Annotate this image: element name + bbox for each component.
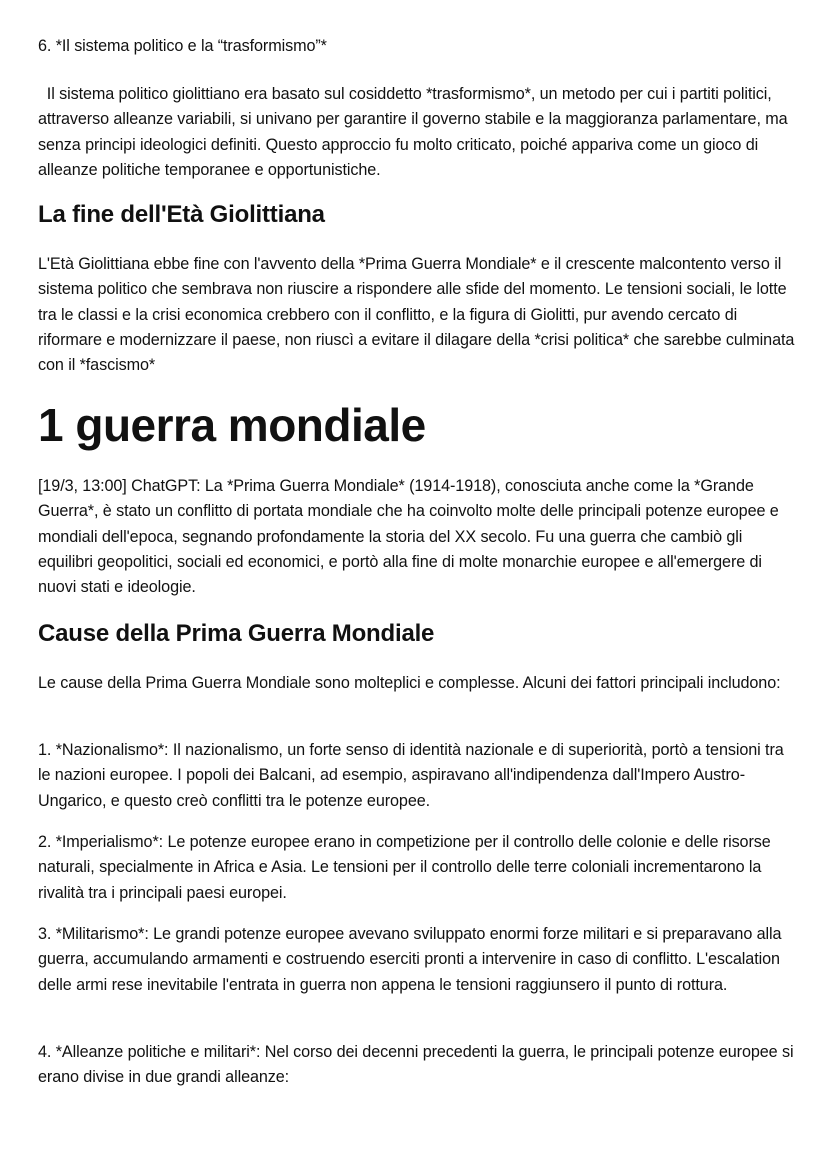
- paragraph-cause-intro: Le cause della Prima Guerra Mondiale sono molteplici e complesse. Alcuni dei fattori principali includono:: [38, 674, 781, 692]
- paragraph-intro-guerra: [19/3, 13:00] ChatGPT: La *Prima Guerra Mondiale* (1914-1918), conosciuta anche come la *Grande Guerra*, è stato un conflitto di portata mondiale che ha coinvolto molte delle principali potenze europee e mondiali dell'epoca, segnando profondamente la storia del XX secolo. Fu una guerra che cambiò gli equilibri geopolitici, sociali ed economici, e portò alla fine di molte monarchie europee e all'emergere di nuovi stati e ideologie.: [38, 477, 779, 597]
- list-item-heading-trasformismo: 6. *Il sistema politico e la “trasformismo”*: [38, 37, 327, 55]
- paragraph-trasformismo: Il sistema politico giolittiano era basato sul cosiddetto *trasformismo*, un metodo per cui i partiti politici, attraverso alleanze variabili, si univano per garantire il governo stabile e la maggioranza parlamentare, ma senza principi ideologici definiti. Questo approccio fu molto criticato, poiché appariva come un gioco di alleanze politiche temporanee e opportunistiche.: [38, 85, 792, 179]
- list-item-nazionalismo: 1. *Nazionalismo*: Il nazionalismo, un forte senso di identità nazionale e di superiorità, portò a tensioni tra le nazioni europee. I popoli dei Balcani, ad esempio, aspiravano all'indipendenza dall'Impero Austro-Ungarico, e questo creò conflitti tra le potenze europee.: [38, 741, 784, 810]
- section-heading-cause: Cause della Prima Guerra Mondiale: [38, 620, 435, 647]
- section-heading-fine-eta-giolittiana: La fine dell'Età Giolittiana: [38, 201, 325, 228]
- list-item-militarismo: 3. *Militarismo*: Le grandi potenze europee avevano sviluppato enormi forze militari e si preparavano alla guerra, accumulando armamenti e costruendo eserciti pronti a intervenire in caso di conflitto. L'escalation delle armi rese inevitabile l'entrata in guerra non appena le tensioni raggiunsero il punto di rottura.: [38, 925, 782, 994]
- paragraph-fine-eta-giolittiana: L'Età Giolittiana ebbe fine con l'avvento della *Prima Guerra Mondiale* e il crescente malcontento verso il sistema politico che sembrava non riuscire a rispondere alle sfide del momento. Le tensioni sociali, le lotte tra le classi e la crisi economica crebbero con il conflitto, e la figura di Giolitti, pur avendo cercato di riformare e modernizzare il paese, non riuscì a evitare il dilagare della *crisi politica* che sarebbe culminata con il *fascismo*: [38, 255, 795, 375]
- page-title-guerra-mondiale: 1 guerra mondiale: [38, 399, 426, 451]
- list-item-alleanze: 4. *Alleanze politiche e militari*: Nel corso dei decenni precedenti la guerra, le principali potenze europee si erano divise in due grandi alleanze:: [38, 1043, 794, 1087]
- list-item-imperialismo: 2. *Imperialismo*: Le potenze europee erano in competizione per il controllo delle colonie e delle risorse naturali, specialmente in Africa e Asia. Le tensioni per il controllo delle terre coloniali incrementarono la rivalità tra i principali paesi europei.: [38, 833, 771, 902]
